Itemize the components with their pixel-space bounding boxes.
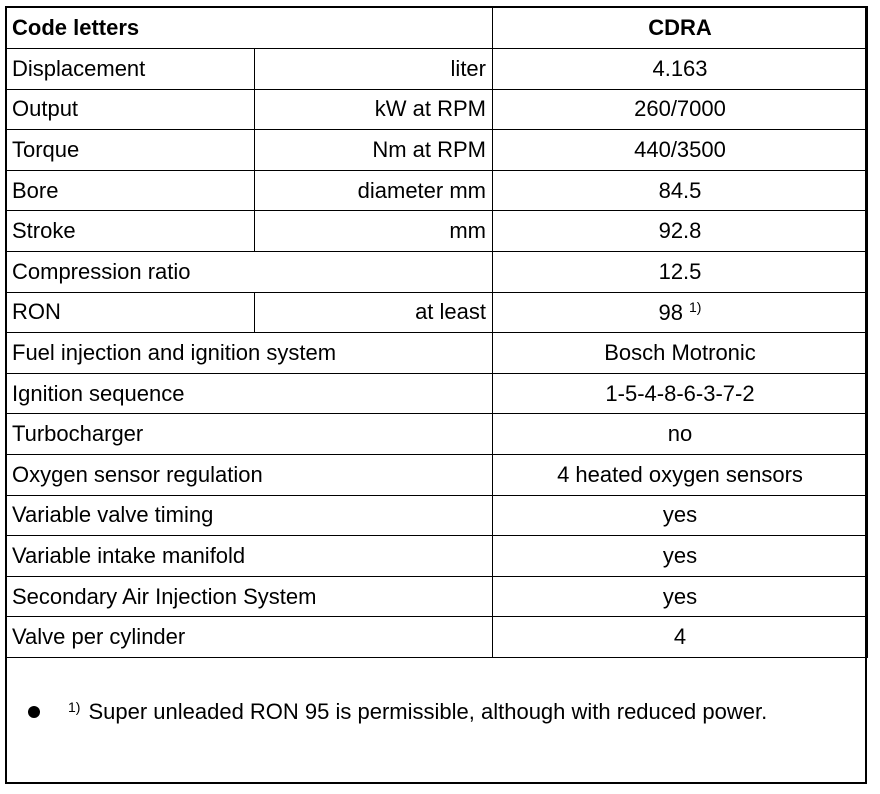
row-label: Turbocharger — [6, 414, 493, 455]
row-value: Bosch Motronic — [493, 333, 868, 374]
row-value: yes — [493, 536, 868, 577]
table-row — [6, 454, 868, 495]
bullet-icon — [28, 706, 40, 718]
row-label: Variable valve timing — [6, 495, 493, 536]
table-row — [6, 170, 868, 211]
row-label: Torque — [6, 130, 255, 171]
row-value: 84.5 — [493, 170, 868, 211]
row-value: yes — [493, 495, 868, 536]
row-unit: mm — [255, 211, 493, 252]
table-row — [6, 495, 868, 536]
row-value: 12.5 — [493, 251, 868, 292]
engine-code: CDRA — [493, 7, 868, 49]
row-value: 1-5-4-8-6-3-7-2 — [493, 373, 868, 414]
row-value: 4.163 — [493, 49, 868, 90]
table-row — [6, 130, 868, 171]
footnote-ref: 1) — [689, 299, 702, 316]
table-row — [6, 211, 868, 252]
table-row — [6, 49, 868, 90]
table-row — [6, 373, 868, 414]
row-value: yes — [493, 576, 868, 617]
row-label: Secondary Air Injection System — [6, 576, 493, 617]
row-unit: Nm at RPM — [255, 130, 493, 171]
row-label: Valve per cylinder — [6, 617, 493, 658]
row-value: 4 heated oxygen sensors — [493, 454, 868, 495]
table-row — [6, 333, 868, 374]
row-label: Fuel injection and ignition system — [6, 333, 493, 374]
table-row — [6, 576, 868, 617]
row-value: 92.8 — [493, 211, 868, 252]
table-row — [6, 536, 868, 577]
row-label: Displacement — [6, 49, 255, 90]
footnote-text: Super unleaded RON 95 is permissible, although with reduced power. — [88, 699, 768, 724]
footnote-marker: 1) — [68, 699, 81, 715]
table-header-row — [6, 7, 868, 49]
row-value: 440/3500 — [493, 130, 868, 171]
row-unit: kW at RPM — [255, 89, 493, 130]
row-label: Output — [6, 89, 255, 130]
row-label: Compression ratio — [6, 251, 493, 292]
row-value-cell — [493, 292, 868, 333]
row-label: Stroke — [6, 211, 255, 252]
table-row — [6, 251, 868, 292]
table-row — [6, 89, 868, 130]
row-label: Variable intake manifold — [6, 536, 493, 577]
row-unit: liter — [255, 49, 493, 90]
table-row — [6, 292, 868, 333]
row-label: Oxygen sensor regulation — [6, 454, 493, 495]
header-label: Code letters — [6, 7, 493, 49]
row-unit: diameter mm — [255, 170, 493, 211]
row-label: Bore — [6, 170, 255, 211]
row-value: 98 — [658, 300, 684, 326]
row-value: no — [493, 414, 868, 455]
row-value: 260/7000 — [493, 89, 868, 130]
engine-spec-table — [5, 6, 868, 658]
row-label: RON — [6, 292, 255, 333]
row-label: Ignition sequence — [6, 373, 493, 414]
row-unit: at least — [255, 292, 493, 333]
table-row — [6, 414, 868, 455]
table-row — [6, 617, 868, 658]
footnote — [14, 699, 767, 725]
row-value: 4 — [493, 617, 868, 658]
